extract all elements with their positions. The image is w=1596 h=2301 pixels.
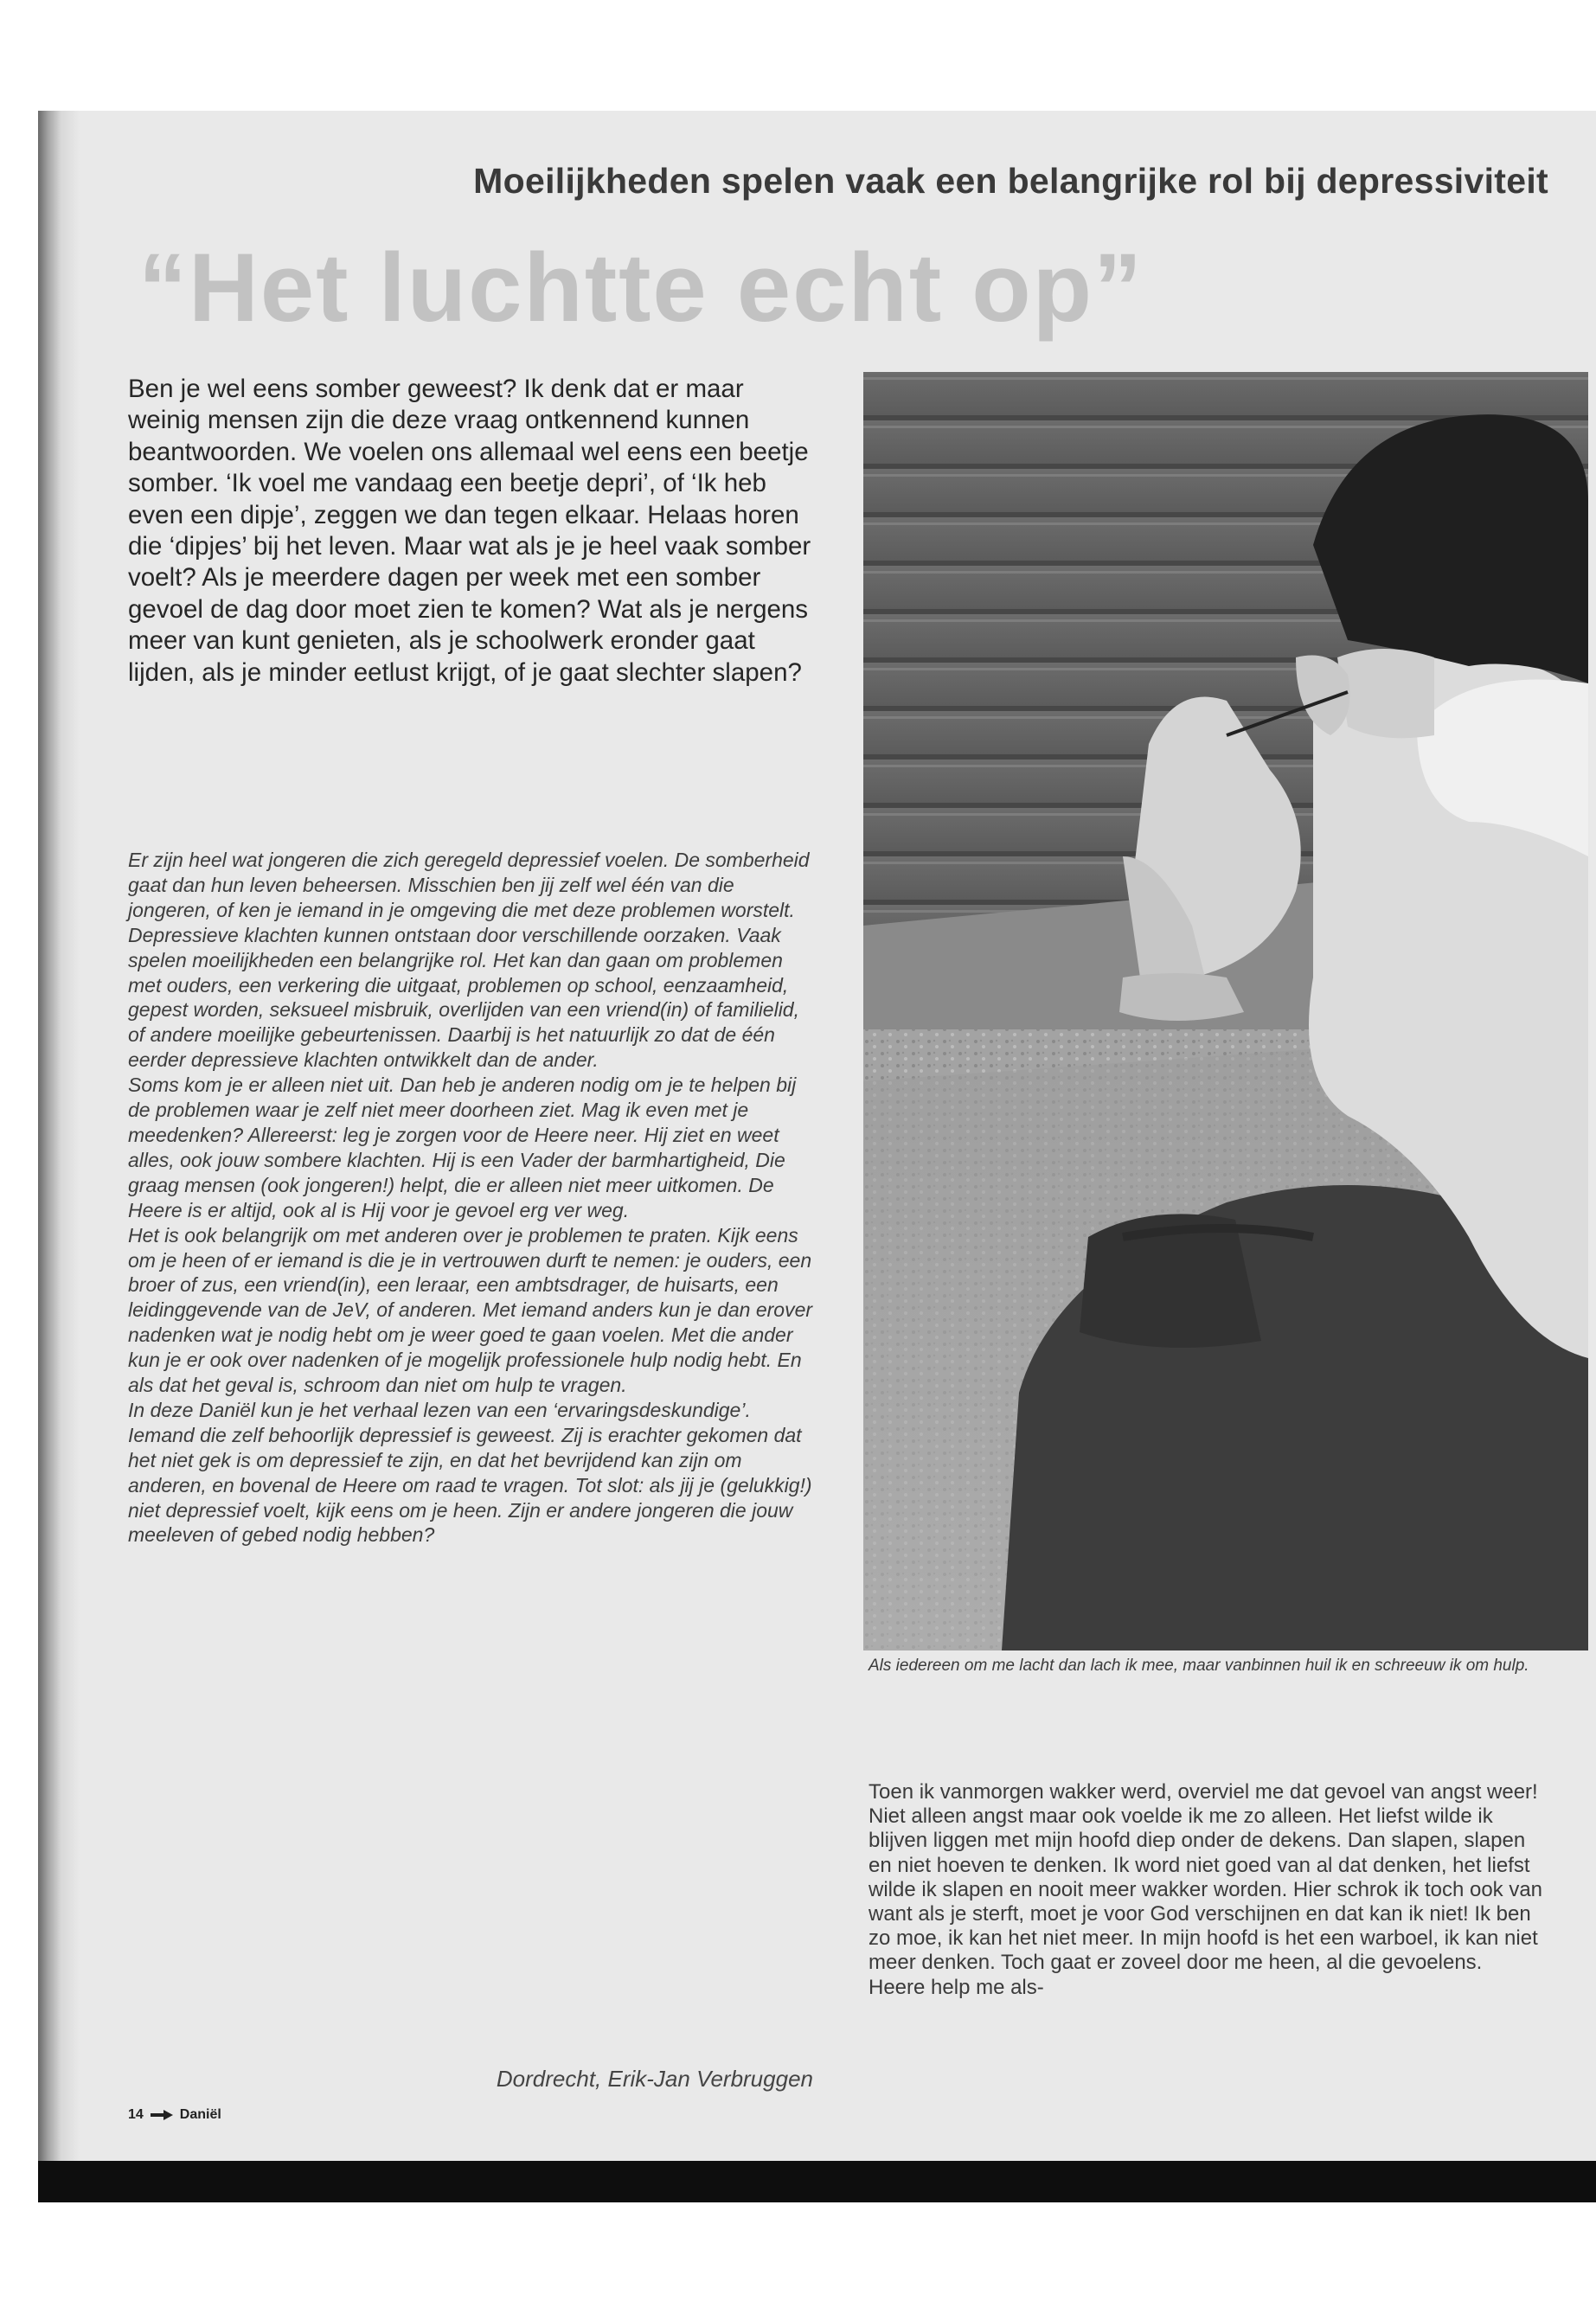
article-photo	[863, 372, 1588, 1650]
intro-paragraph: Ben je wel eens somber geweest? Ik denk dat er maar weinig mensen zijn die deze vraag ontkennend kunnen beantwoorden. We voelen ons allemaal wel eens een beetje somber. ‘Ik voel me vandaag een beetje depri’, of ‘Ik heb even een dipje’, zeggen we dan tegen elkaar. Helaas horen die ‘dipjes’ bij het leven. Maar wat als je je heel vaak somber voelt? Als je meerdere dagen per week met een somber gevoel de dag door moet zien te komen? Wat als je nergens meer van kunt genieten, als je schoolwerk eronder gaat lijden, als je minder eetlust krijgt, of je gaat slechter slapen?	[128, 375, 811, 687]
testimony-text: Toen ik vanmorgen wakker werd, overviel me dat gevoel van angst weer! Niet alleen angst maar ook voelde ik me zo alleen. Het liefst wilde ik blijven liggen met mijn hoofd diep onder de dekens. Dan slapen, slapen en niet hoeven te denken. Ik word niet goed van al dat denken, het liefst wilde ik slapen en nooit meer wakker worden. Hier schrok ik toch ook van want als je sterft, moet je voor God verschijnen en dat kan ik niet! Ik ben zo moe, ik kan het niet meer. In mijn hoofd is het een warboel, ik kan niet meer denken. Toch gaat er zoveel door me heen, al die gevoelens. Heere help me als-	[869, 1780, 1543, 1999]
page-spine-shadow	[38, 111, 80, 2161]
arrow-icon	[151, 2110, 173, 2120]
article-body	[128, 848, 820, 1548]
body-paragraph: Er zijn heel wat jongeren die zich geregeld depressief voelen. De somberheid gaat dan hun leven beheersen. Misschien ben jij zelf wel één van die jongeren, of ken je iemand in je omgeving die met deze problemen worstelt. Depressieve klachten kunnen ontstaan door verschillende oorzaken. Vaak spelen moeilijkheden een belangrijke rol. Het kan dan gaan om problemen met ouders, een verkering die uitgaat, problemen op school, eenzaamheid, gepest worden, seksueel misbruik, overlijden van een vriend(in) of familielid, of andere moeilijke gebeurtenissen. Daarbij is het natuurlijk zo dat de één eerder depressieve klachten ontwikkelt dan de ander.	[128, 849, 810, 1072]
body-paragraph: Het is ook belangrijk om met anderen over je problemen te praten. Kijk eens om je heen of er iemand is die je in vertrouwen durft te nemen: je ouders, een broer of zus, een vriend(in), een leraar, een ambtsdrager, de huisarts, een leidinggevende van de JeV, of anderen. Met iemand anders kun je dan erover nadenken wat je nodig hebt om je weer goed te gaan voelen. Met die ander kun je er ook over nadenken of je mogelijk professionele hulp nodig hebt. En als dat het geval is, schroom dan niet om hulp te vragen.	[128, 1223, 813, 1397]
article-headline: “Het luchtte echt op”	[138, 234, 1144, 342]
body-paragraph: In deze Daniël kun je het verhaal lezen van een ‘ervaringsdeskundige’. Iemand die zelf behoorlijk depressief is geweest. Zij is erachter gekomen dat het niet gek is om depressief te zijn, en dat het bevrijdend kan zijn om anderen, en bovenal de Heere om raad te vragen. Tot slot: als jij je (gelukkig!) niet depressief voelt, kijk eens om je heen. Zijn er andere jongeren die jouw meeleven of gebed nodig hebben?	[128, 1398, 812, 1547]
author-signature: Dordrecht, Erik-Jan Verbruggen	[496, 2066, 813, 2092]
photo-illustration	[863, 372, 1588, 1650]
scan-bottom-edge	[38, 2161, 1596, 2202]
magazine-name: Daniël	[179, 2107, 221, 2122]
body-paragraph: Soms kom je er alleen niet uit. Dan heb je anderen nodig om je te helpen bij de problemen waar je zelf niet meer doorheen ziet. Mag ik even met je meedenken? Allereerst: leg je zorgen voor de Heere neer. Hij ziet en weet alles, ook jouw sombere klachten. Hij is een Vader der barmhartigheid, Die graag mensen (ook jongeren!) helpt, die er alleen niet meer uitkomen. De Heere is er altijd, ook al is Hij voor je gevoel erg ver weg.	[128, 1074, 797, 1221]
page-number: 14	[128, 2107, 144, 2122]
article-kicker: Moeilijkheden spelen vaak een belangrijke rol bij depressiviteit	[473, 161, 1548, 201]
photo-caption: Als iedereen om me lacht dan lach ik mee, maar vanbinnen huil ik en schreeuw ik om hulp.	[869, 1657, 1529, 1675]
page-folio	[128, 2107, 221, 2123]
